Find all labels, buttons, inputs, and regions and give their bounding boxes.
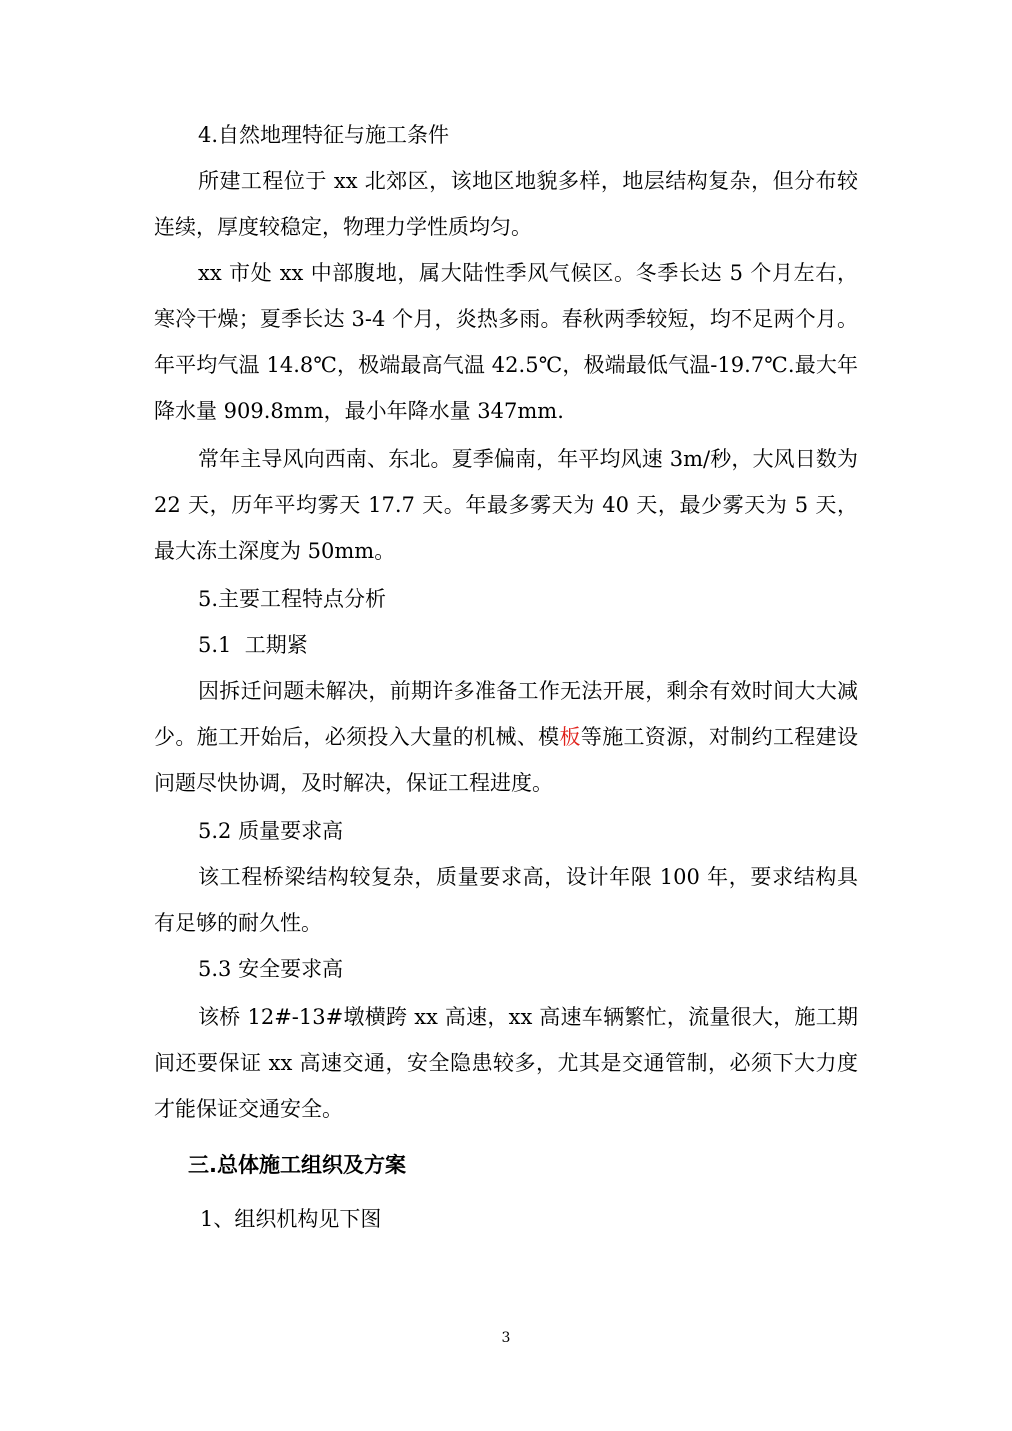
heading-project-features: 5.主要工程特点分析 (198, 587, 387, 611)
paragraph-wind-fog: 常年主导风向西南、东北。夏季偏南，年平均风速 3m/秒，大风日数为 22 天，历年平均雾天 17.7 天。年最多雾天为 40 天，最少雾天为 5 天，最大冻土深度为 50mm。 (154, 447, 858, 563)
page-number: 3 (501, 1330, 511, 1346)
highlighted-word: 板 (559, 725, 581, 749)
heading-safety-requirements: 5.3 安全要求高 (198, 957, 344, 981)
section-title-overall-organization: 三.总体施工组织及方案 (188, 1153, 406, 1177)
schedule-text-part1: 因拆迁问题未解决，前期许多准备工作无法开展，剩余有效时间大大减少。施工开始后，必须投入大量的机械、模 (154, 679, 858, 749)
paragraph-project-location: 所建工程位于 xx 北郊区，该地区地貌多样，地层结构复杂，但分布较连续，厚度较稳定，物理力学性质均匀。 (154, 169, 858, 239)
heading-quality-requirements: 5.2 质量要求高 (198, 819, 344, 843)
list-item-organization-chart: 1、组织机构见下图 (200, 1207, 382, 1231)
paragraph-safety-detail: 该桥 12#-13#墩横跨 xx 高速，xx 高速车辆繁忙，流量很大，施工期间还要保证 xx 高速交通，安全隐患较多，尤其是交通管制，必须下大力度才能保证交通安全。 (154, 1005, 858, 1121)
heading-natural-geography: 4.自然地理特征与施工条件 (198, 123, 450, 147)
paragraph-climate: xx 市处 xx 中部腹地，属大陆性季风气候区。冬季长达 5 个月左右，寒冷干燥；夏季长达 3-4 个月，炎热多雨。春秋两季较短，均不足两个月。年平均气温 14.8℃，极端最高气温 42.5℃，极端最低气温-19.7℃.最大年降水量 909.8mm，最小年降水量 347mm. (154, 261, 858, 423)
schedule-text-part2: 等施工资源，对制约工程建设问题尽快协调，及时解决，保证工程进度。 (154, 725, 858, 795)
paragraph-schedule-detail (154, 668, 858, 806)
paragraph-quality-detail: 该工程桥梁结构较复杂，质量要求高，设计年限 100 年，要求结构具有足够的耐久性。 (154, 865, 858, 935)
heading-tight-schedule: 5.1 工期紧 (198, 633, 308, 657)
